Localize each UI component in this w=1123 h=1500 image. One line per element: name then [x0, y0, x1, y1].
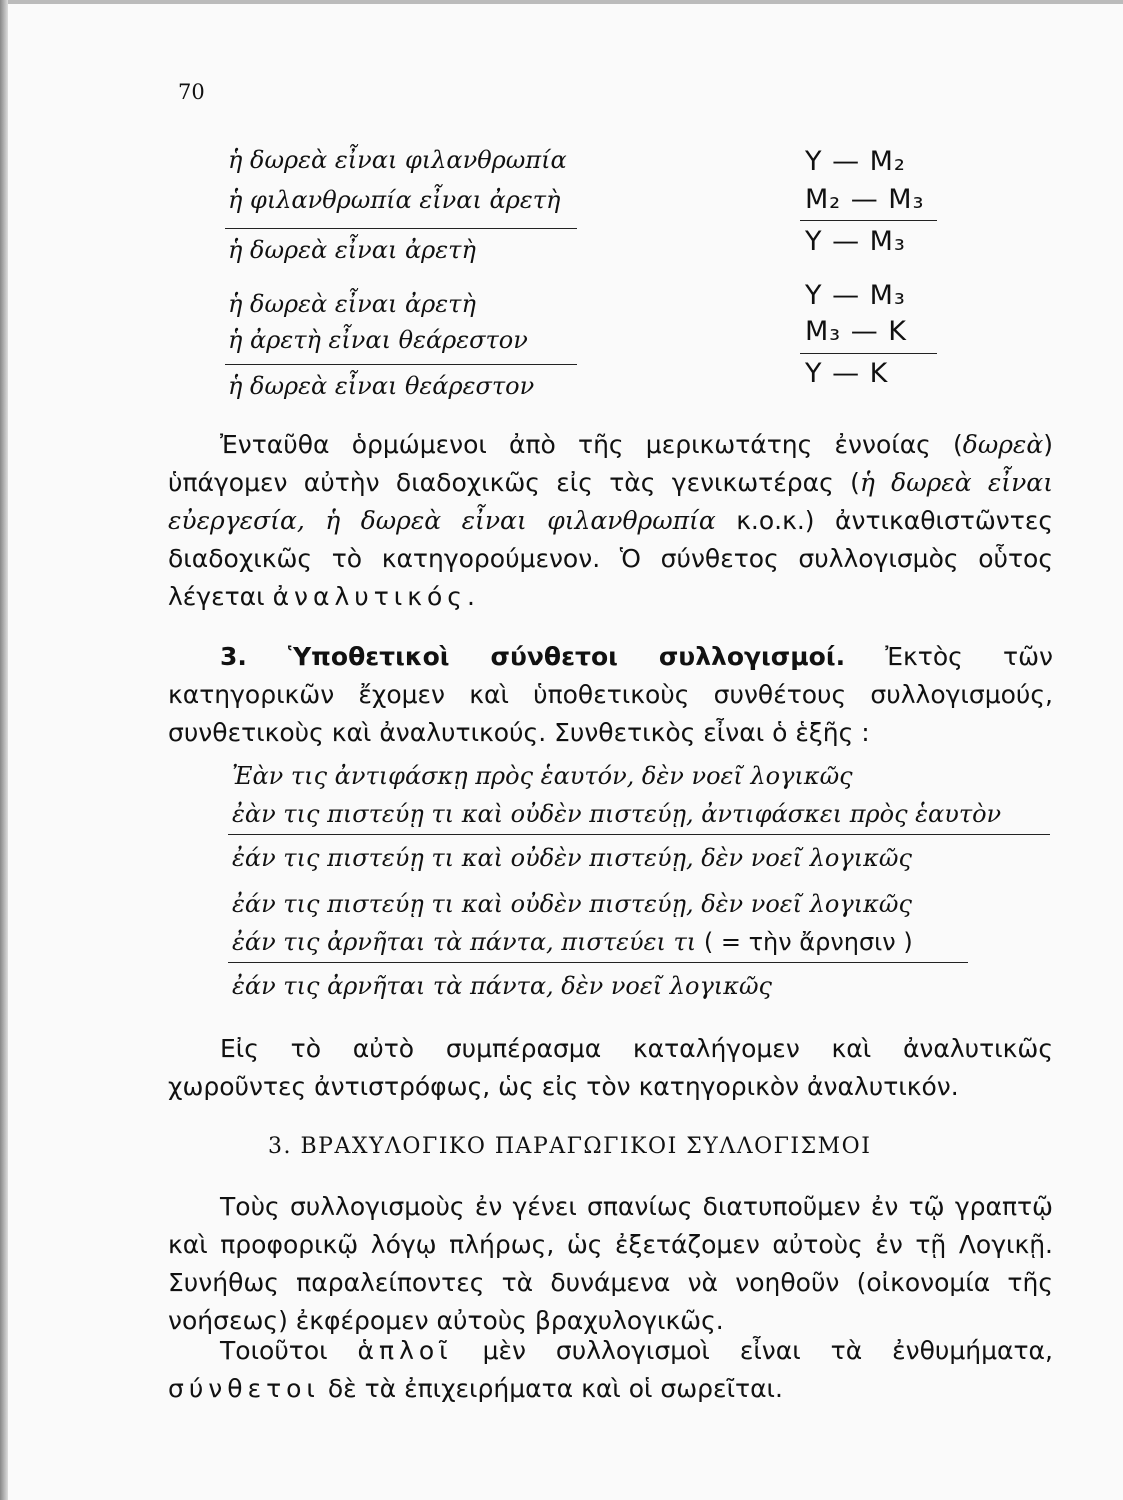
syllogism4-premise2-note: ( = τὴν ἄρνησιν ) — [696, 928, 913, 956]
syllogism2-premise1: ἡ δωρεὰ εἶναι ἀρετὴ — [228, 290, 476, 318]
syllogism1-formula-c: Y — M₃ — [805, 226, 906, 257]
syllogism1-premise2: ἡ φιλανθρωπία εἶναι ἀρετὴ — [228, 186, 561, 214]
syllogism2-premise2: ἡ ἀρετὴ εἶναι θεάρεστον — [228, 326, 528, 354]
page-number: 70 — [178, 80, 205, 104]
syllogism2-formula-c: Y — K — [805, 358, 889, 389]
syllogism3-premise1: Ἐὰν τις ἀντιφάσκῃ πρὸς ἑαυτόν, δὲν νοεῖ λογικῶς — [232, 762, 853, 790]
page-left-edge — [0, 0, 8, 1500]
syllogism1-rule — [225, 228, 577, 229]
syllogism4-premise1: ἐάν τις πιστεύῃ τι καὶ οὐδὲν πιστεύῃ, δὲν νοεῖ λογικῶς — [232, 890, 912, 918]
subsection-heading: 3. Ὑποθετικοὶ σύνθετοι συλλογισμοί. — [220, 642, 846, 671]
para1-spaced-term: ἀναλυτικός. — [272, 582, 480, 611]
syllogism1-formula-p2: M₂ — M₃ — [805, 184, 925, 215]
syllogism2-formula-p1: Y — M₃ — [805, 280, 906, 311]
para4-text: Τοὺς συλλογισμοὺς ἐν γένει σπανίως διατυποῦμεν ἐν τῷ γραπτῷ καὶ προφορικῷ λόγῳ πλήρως, ὡς ἐξετάζομεν αὐτοὺς ἐν τῇ Λογικῇ. Συνήθως παραλείποντες τὰ δυνάμενα νὰ νοηθοῦν (οἰκονομία τῆς νοήσεως) ἐκφέρομεν αὐτοὺς βραχυλογικῶς. — [168, 1192, 1053, 1335]
paragraph-analytic — [168, 426, 1053, 616]
syllogism2-conclusion: ἡ δωρεὰ εἶναι θεάρεστον — [228, 372, 535, 400]
syllogism4-premise2 — [232, 928, 913, 956]
syllogism3-rule — [228, 834, 1050, 835]
para1-text-2: ) ὑπάγομεν αὐτὴν διαδοχικῶς εἰς τὰς γενικωτέρας ( — [168, 430, 1053, 497]
para1-italic-2: ἡ δωρεὰ εἶναι εὐεργεσία, ἡ δωρεὰ εἶναι φιλανθρωπία — [168, 468, 1053, 535]
syllogism1-formula-p1: Y — M₂ — [805, 146, 906, 177]
para5-spaced-2: σύνθετοι — [168, 1374, 320, 1403]
para1-italic-1: δωρεὰ — [962, 430, 1044, 459]
syllogism2-formula-rule — [800, 353, 937, 354]
para5-text-2: μὲν συλλογισμοὶ εἶναι τὰ ἐνθυμήματα, — [452, 1336, 1053, 1365]
syllogism3-premise2: ἐὰν τις πιστεύῃ τι καὶ οὐδὲν πιστεύῃ, ἀντιφάσκει πρὸς ἑαυτὸν — [232, 800, 1002, 828]
syllogism4-rule — [228, 962, 968, 963]
paragraph-brachylogic — [168, 1188, 1053, 1340]
syllogism2-formula-p2: M₃ — K — [805, 316, 907, 347]
paragraph-enthymemes — [168, 1332, 1053, 1408]
para1-text-3: κ.ο.κ.) ἀντικαθιστῶντες διαδοχικῶς τὸ κατηγορούμενον. Ὁ σύνθετος συλλογισμὸς οὗτος λέγεται — [168, 506, 1053, 611]
paragraph-analytic-reverse — [168, 1030, 1053, 1106]
syllogism2-rule — [225, 364, 577, 365]
para1-text-1: Ἐνταῦθα ὁρμώμενοι ἀπὸ τῆς μερικωτάτης ἐννοίας ( — [220, 430, 963, 459]
para5-text-3: δὲ τὰ ἐπιχειρήματα καὶ οἱ σωρεῖται. — [319, 1374, 783, 1403]
syllogism3-conclusion: ἐάν τις πιστεύῃ τι καὶ οὐδὲν πιστεύῃ, δὲν νοεῖ λογικῶς — [232, 844, 912, 872]
page-top-edge — [0, 0, 1123, 4]
syllogism4-conclusion: ἐάν τις ἀρνῆται τὰ πάντα, δὲν νοεῖ λογικῶς — [232, 972, 772, 1000]
para5-text-1: Τοιοῦτοι — [220, 1336, 358, 1365]
syllogism4-premise2-text: ἐάν τις ἀρνῆται τὰ πάντα, πιστεύει τι — [232, 928, 697, 956]
para2-text: Ἐκτὸς τῶν κατηγορικῶν ἔχομεν καὶ ὑποθετικοὺς συνθέτους συλλογισμούς, συνθετικοὺς καὶ ἀναλυτικούς. Συνθετικὸς εἶναι ὁ ἑξῆς : — [168, 642, 1053, 747]
syllogism1-formula-rule — [800, 220, 937, 221]
paragraph-hypothetical — [168, 638, 1053, 752]
syllogism1-conclusion: ἡ δωρεὰ εἶναι ἀρετὴ — [228, 236, 476, 264]
para3-text: Εἰς τὸ αὐτὸ συμπέρασμα καταλήγομεν καὶ ἀναλυτικῶς χωροῦντες ἀντιστρόφως, ὡς εἰς τὸν κατηγορικὸν ἀναλυτικόν. — [168, 1034, 1053, 1101]
para5-spaced-1: ἁπλοῖ — [357, 1336, 453, 1365]
syllogism1-premise1: ἡ δωρεὰ εἶναι φιλανθρωπία — [228, 146, 567, 174]
section-title: 3. ΒΡΑΧΥΛΟΓΙΚΟ ΠΑΡΑΓΩΓΙΚΟΙ ΣΥΛΛΟΓΙΣΜΟΙ — [268, 1134, 872, 1159]
